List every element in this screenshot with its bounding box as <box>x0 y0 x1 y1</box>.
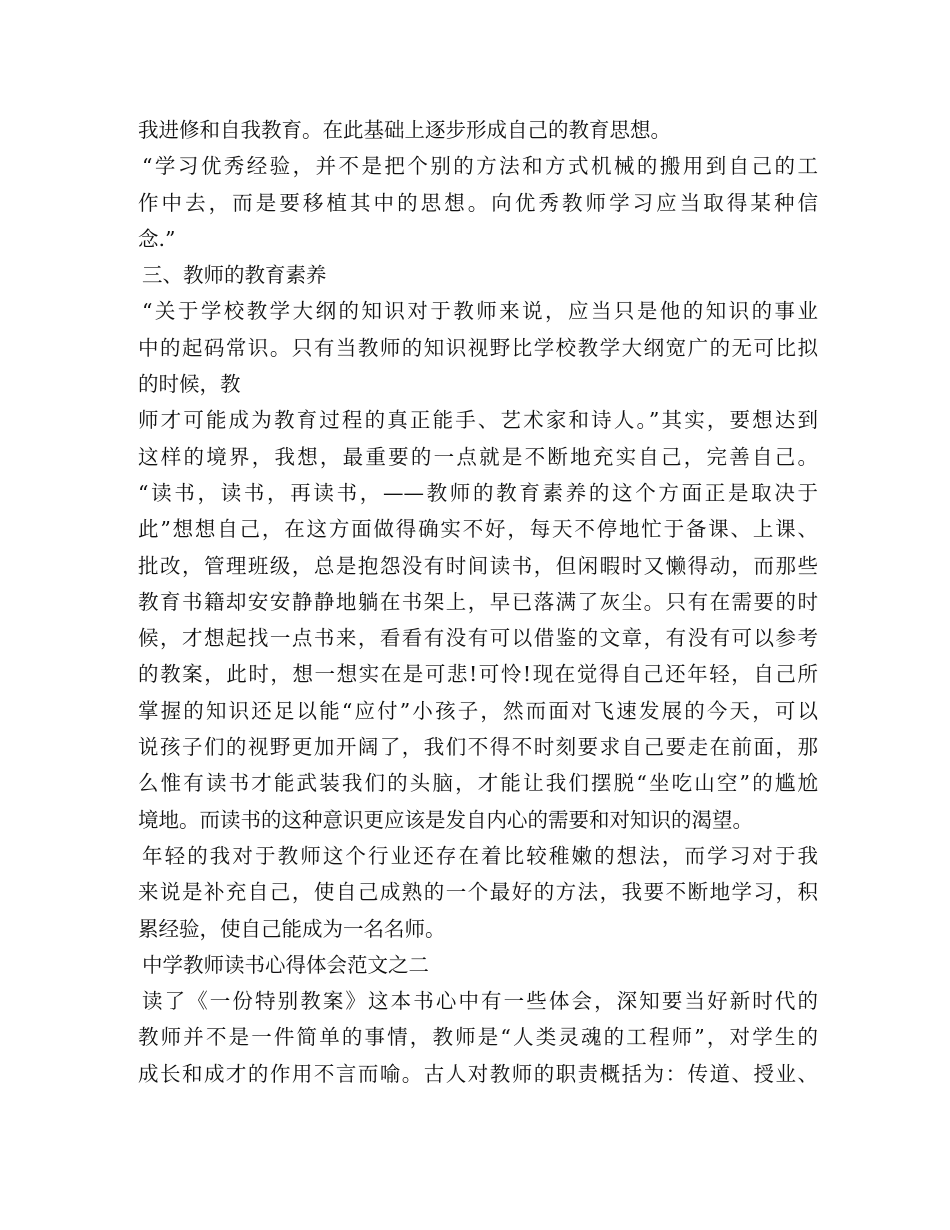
text-line: 我进修和自我教育。在此基础上逐步形成自己的教育思想。 <box>138 118 671 142</box>
text-line: 候，才想起找一点书来，看看有没有可以借鉴的文章，有没有可以参考 <box>138 626 818 651</box>
text-line: “学习优秀经验，并不是把个别的方法和方式机械的搬用到自己的工 <box>142 154 818 179</box>
text-line: 成长和成才的作用不言而喻。古人对教师的职责概括为：传道、授业、 <box>138 1061 818 1086</box>
text-line: “读书，读书，再读书，——教师的教育素养的这个方面正是取决于 <box>138 480 818 505</box>
text-line: 读了《一份特别教案》这本书心中有一些体会，深知要当好新时代的 <box>142 989 818 1014</box>
text-line: 批改，管理班级，总是抱怨没有时间读书，但闲暇时又懒得动，而那些 <box>138 553 818 578</box>
text-line: “关于学校教学大纲的知识对于教师来说，应当只是他的知识的事业 <box>142 299 818 324</box>
text-line: 作中去，而是要移植其中的思想。向优秀教师学习应当取得某种信 <box>138 190 818 215</box>
text-line: 此”想想自己，在这方面做得确实不好，每天不停地忙于备课、上课、 <box>138 517 818 542</box>
text-line: 来说是补充自己，使自己成熟的一个最好的方法，我要不断地学习，积 <box>138 880 818 905</box>
text-line: 的时候，教 <box>138 372 241 397</box>
text-line: 年轻的我对于教师这个行业还存在着比较稚嫩的想法，而学习对于我 <box>142 843 818 868</box>
text-line: 么惟有读书才能武装我们的头脑，才能让我们摆脱“坐吃山空”的尴尬 <box>138 771 818 796</box>
text-line: 中的起码常识。只有当教师的知识视野比学校教学大纲宽广的无可比拟 <box>138 335 818 360</box>
text-line: 念.” <box>138 226 176 251</box>
text-line: 教师并不是一件简单的事情，教师是“人类灵魂的工程师”，对学生的 <box>138 1025 818 1050</box>
text-line: 说孩子们的视野更加开阔了，我们不得不时刻要求自己要走在前面，那 <box>138 735 818 760</box>
text-line: 境地。而读书的这种意识更应该是发自内心的需要和对知识的渴望。 <box>138 807 753 832</box>
text-line: 三、教师的教育素养 <box>142 263 327 288</box>
text-line: 累经验，使自己能成为一名名师。 <box>138 916 446 941</box>
text-line: 这样的境界，我想，最重要的一点就是不断地充实自己，完善自己。 <box>138 444 818 469</box>
document-body <box>138 112 818 1092</box>
text-line: 师才可能成为教育过程的真正能手、艺术家和诗人。”其实，要想达到 <box>138 408 818 433</box>
text-line: 的教案，此时，想一想实在是可悲!可怜!现在觉得自己还年轻，自己所 <box>138 662 818 687</box>
text-line: 教育书籍却安安静静地躺在书架上，早已落满了灰尘。只有在需要的时 <box>138 589 818 614</box>
text-line: 掌握的知识还足以能“应付”小孩子，然而面对飞速发展的今天，可以 <box>138 698 818 723</box>
text-line: 中学教师读书心得体会范文之二 <box>142 952 429 977</box>
